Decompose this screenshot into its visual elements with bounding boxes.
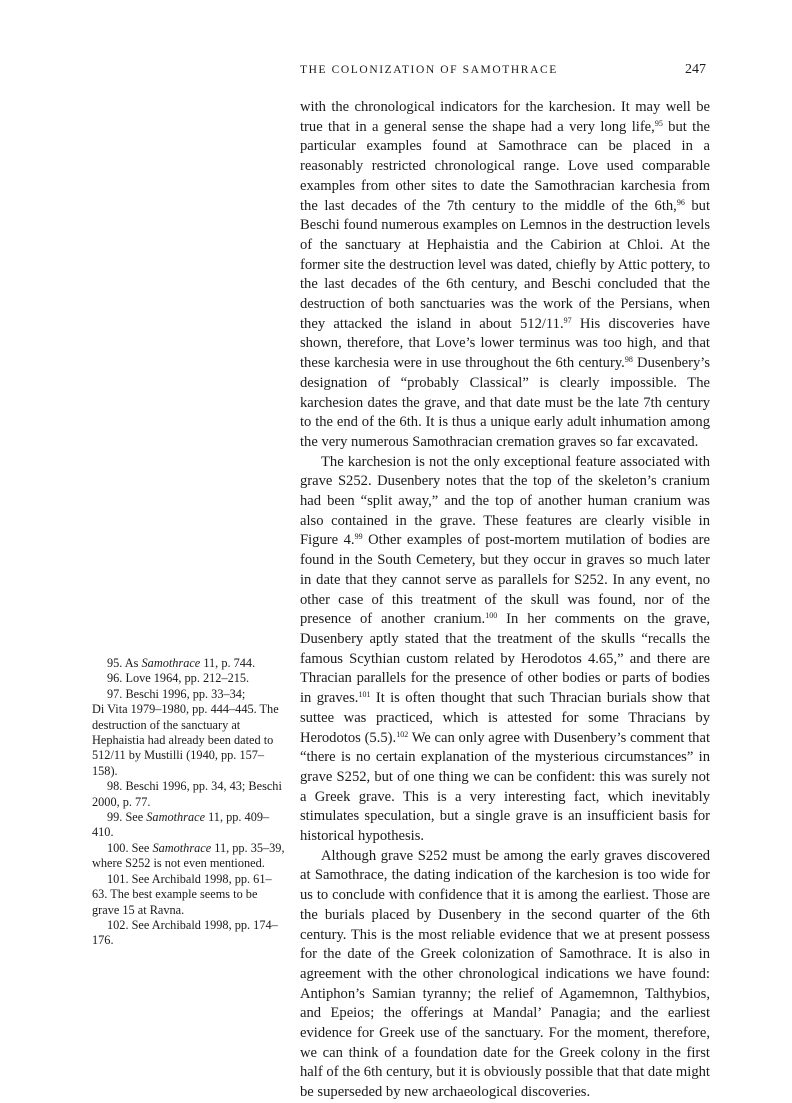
footnote: 96. Love 1964, pp. 212–215. bbox=[107, 671, 250, 686]
footnote-marker: 97 bbox=[563, 315, 572, 325]
footnote: 99. See Samothrace 11, pp. 409–410. bbox=[92, 810, 270, 840]
page-number: 247 bbox=[685, 62, 706, 77]
footnote-marker: 101 bbox=[358, 690, 371, 700]
footnote-marker: 95 bbox=[654, 118, 663, 128]
body-paragraph: The karchesion is not the only exceptional feature associated with grave S252. Dusenbery notes that the top of the skeleton’s cranium had been “split away,” and the top of another human cranium was also contained in the grave. These features are clearly visible in Figure 4.99 Other examples of post-mortem mutilation of bodies are found in the South Cemetery, but they occur in graves so much later in date that they cannot serve as parallels for S252. In any event, no other case of this treatment of the skull was found, nor of the presence of another cranium.$^{100}$ In her comments on the grave, Dusenbery aptly stated that the treatment of the skulls “recalls the famous Scythian custom related by Herodotos 4.65,” and there are Thracian parallels for the presence of other bodies or parts of bodies in graves.$^{101}$ It is often thought that such Thracian burials show that suttee was practiced, which is attested for some Thracians by Herodotos (5.5).$^{102}$ We can only agree with Dusenbery’s comment that “there is no certain explanation of the mysterious circumstances” in grave S252, but of one thing we can be confident: this was surely not a Greek grave. This is a very interesting fact, which inevitably stimulates speculation, but a single grave is an insufficient basis for historical hypothesis. bbox=[300, 453, 710, 845]
main-text bbox=[300, 98, 710, 1103]
footnote: 101. See Archibald 1998, pp. 61–63. The best example seems to be grave 15 at Ravna. bbox=[92, 871, 272, 917]
italic-title: Samothrace bbox=[146, 810, 206, 825]
footnote: 98. Beschi 1996, pp. 34, 43; Beschi 2000, p. 77. bbox=[92, 779, 282, 809]
running-head: THE COLONIZATION OF SAMOTHRACE bbox=[300, 64, 558, 76]
footnote: 95. As Samothrace 11, p. 744. bbox=[107, 656, 256, 670]
footnote-marker: 96 bbox=[676, 197, 685, 207]
footnote-marker: 99 bbox=[354, 532, 363, 542]
footnotes bbox=[92, 656, 286, 949]
footnote-marker: 102 bbox=[396, 729, 409, 739]
footnote: 97. Beschi 1996, pp. 33–34; bbox=[107, 686, 246, 701]
footnote: Di Vita 1979–1980, pp. 444–445. The destruction of the sanctuary at Hephaistia had already been dated to 512/11 by Mustilli (1940, pp. 157–158). bbox=[92, 702, 279, 778]
footnote: 100. See Samothrace 11, pp. 35–39, where S252 is not even mentioned. bbox=[92, 840, 285, 871]
italic-title: Samothrace bbox=[152, 840, 212, 855]
body-paragraph: Although grave S252 must be among the early graves discovered at Samothrace, the dating indication of the karchesion is too wide for us to conclude with confidence that it is among the earliest. Those are the burials placed by Dusenbery in the second quarter of the 6th century. This is the most reliable evidence that we at present possess for the date of the Greek colonization of Samothrace. It is also in agreement with the other chronological indications we have found: Antiphon’s Samian tyranny; the relief of Agamemnon, Talthybios, and Epeios; the offerings at Mandal’ Panagia; and the earliest evidence for Greek use of the sanctuary. For the moment, therefore, we can think of a foundation date for the Greek colony in the first half of the 6th century, but it is obviously possible that that date might be superseded by new archaeological discoveries. bbox=[300, 847, 710, 1101]
italic-title: Samothrace bbox=[141, 656, 201, 670]
footnote: 102. See Archibald 1998, pp. 174–176. bbox=[92, 917, 278, 948]
footnote-marker: 100 bbox=[485, 611, 498, 621]
footnote-marker: 98 bbox=[624, 355, 633, 365]
body-paragraph: with the chronological indicators for the karchesion. It may well be true that in a general sense the shape had a very long life,$^{95}$ but the particular examples found at Samothrace can be placed in a reasonably restricted chronological range. Love used comparable examples from other sites to date the Samothracian karchesia from the last decades of the 7th century to the middle of the 6th,$^{96}$ but Beschi found numerous examples on Lemnos in the destruction levels of the sanctuary at Hephaistia and the Cabirion at Chloi. At the former site the destruction level was dated, chiefly by Attic pottery, to the last decades of the 6th century, and Beschi concluded that the destruction of both sanctuaries was the work of the Persians, when they attacked the island in about 512/11.97 His discoveries have shown, therefore, that Love’s lower terminus was too high, and that these karchesia were in use throughout the 6th century.$^{98}$ Dusenbery’s designation of “probably Classical” is clearly impossible. The karchesion dates the grave, and that date must be the late 7th century to the end of the 6th. It is thus a unique early adult inhumation among the very numerous Samothracian cremation graves so far excavated. bbox=[300, 99, 711, 450]
